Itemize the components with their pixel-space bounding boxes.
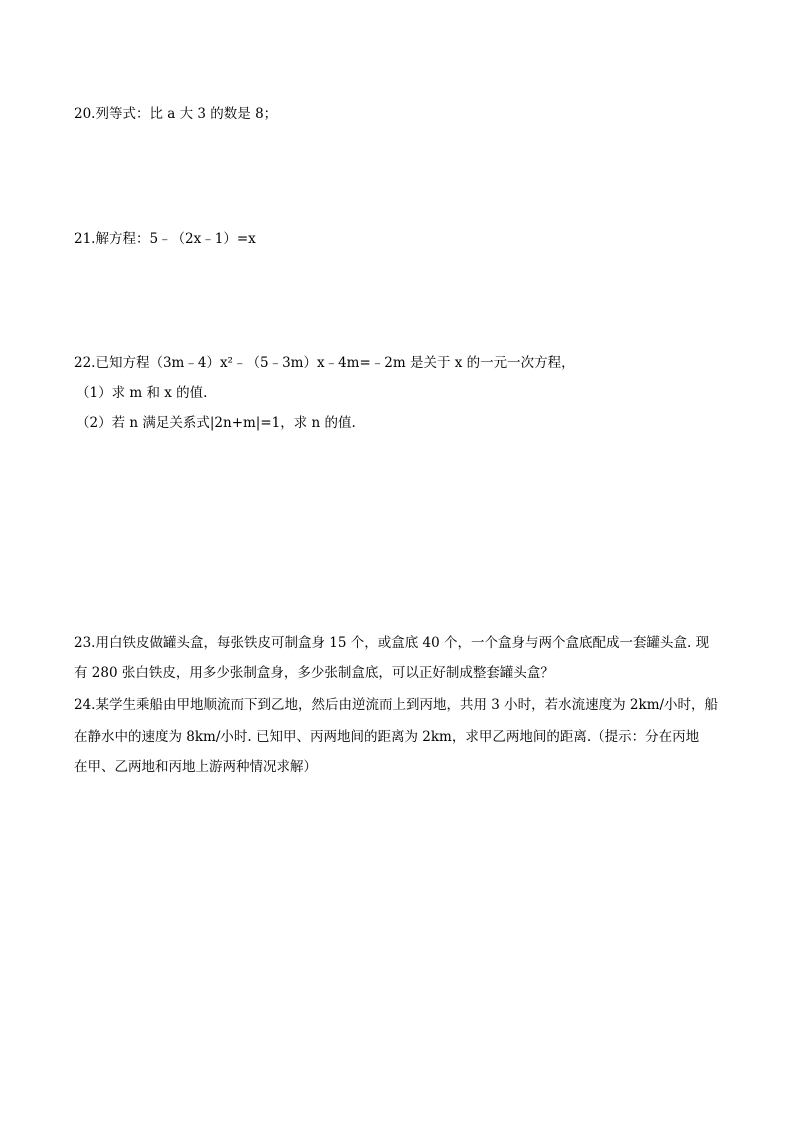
question-23-line-2: 有 280 张白铁皮，用多少张制盒身，多少张制盒底，可以正好制成整套罐头盒？	[74, 665, 554, 681]
question-23-line-1: 23.用白铁皮做罐头盒，每张铁皮可制盒身 15 个，或盒底 40 个，一个盒身与两个盒底配成一套罐头盒. 现	[74, 635, 710, 651]
question-24-line-2: 在静水中的速度为 8km/小时. 已知甲、丙两地间的距离为 2km，求甲乙两地间的距离.（提示：分在丙地	[74, 729, 700, 745]
question-24-line-1: 24.某学生乘船由甲地顺流而下到乙地，然后由逆流而上到丙地，共用 3 小时，若水流速度为 2km/小时，船	[74, 697, 719, 713]
question-21-line-1: 21.解方程：5﹣（2x﹣1）=x	[74, 231, 256, 247]
question-22-line-1: 22.已知方程（3m﹣4）x²﹣（5﹣3m）x﹣4m=﹣2m 是关于 x 的一元一次方程，	[74, 355, 575, 371]
question-20-line-1: 20.列等式：比 a 大 3 的数是 8；	[74, 106, 278, 122]
question-22-part-2: （2）若 n 满足关系式|2n+m|=1，求 n 的值.	[76, 415, 356, 431]
question-24-line-3: 在甲、乙两地和丙地上游两种情况求解）	[74, 759, 317, 775]
question-22-part-1: （1）求 m 和 x 的值.	[76, 385, 208, 401]
